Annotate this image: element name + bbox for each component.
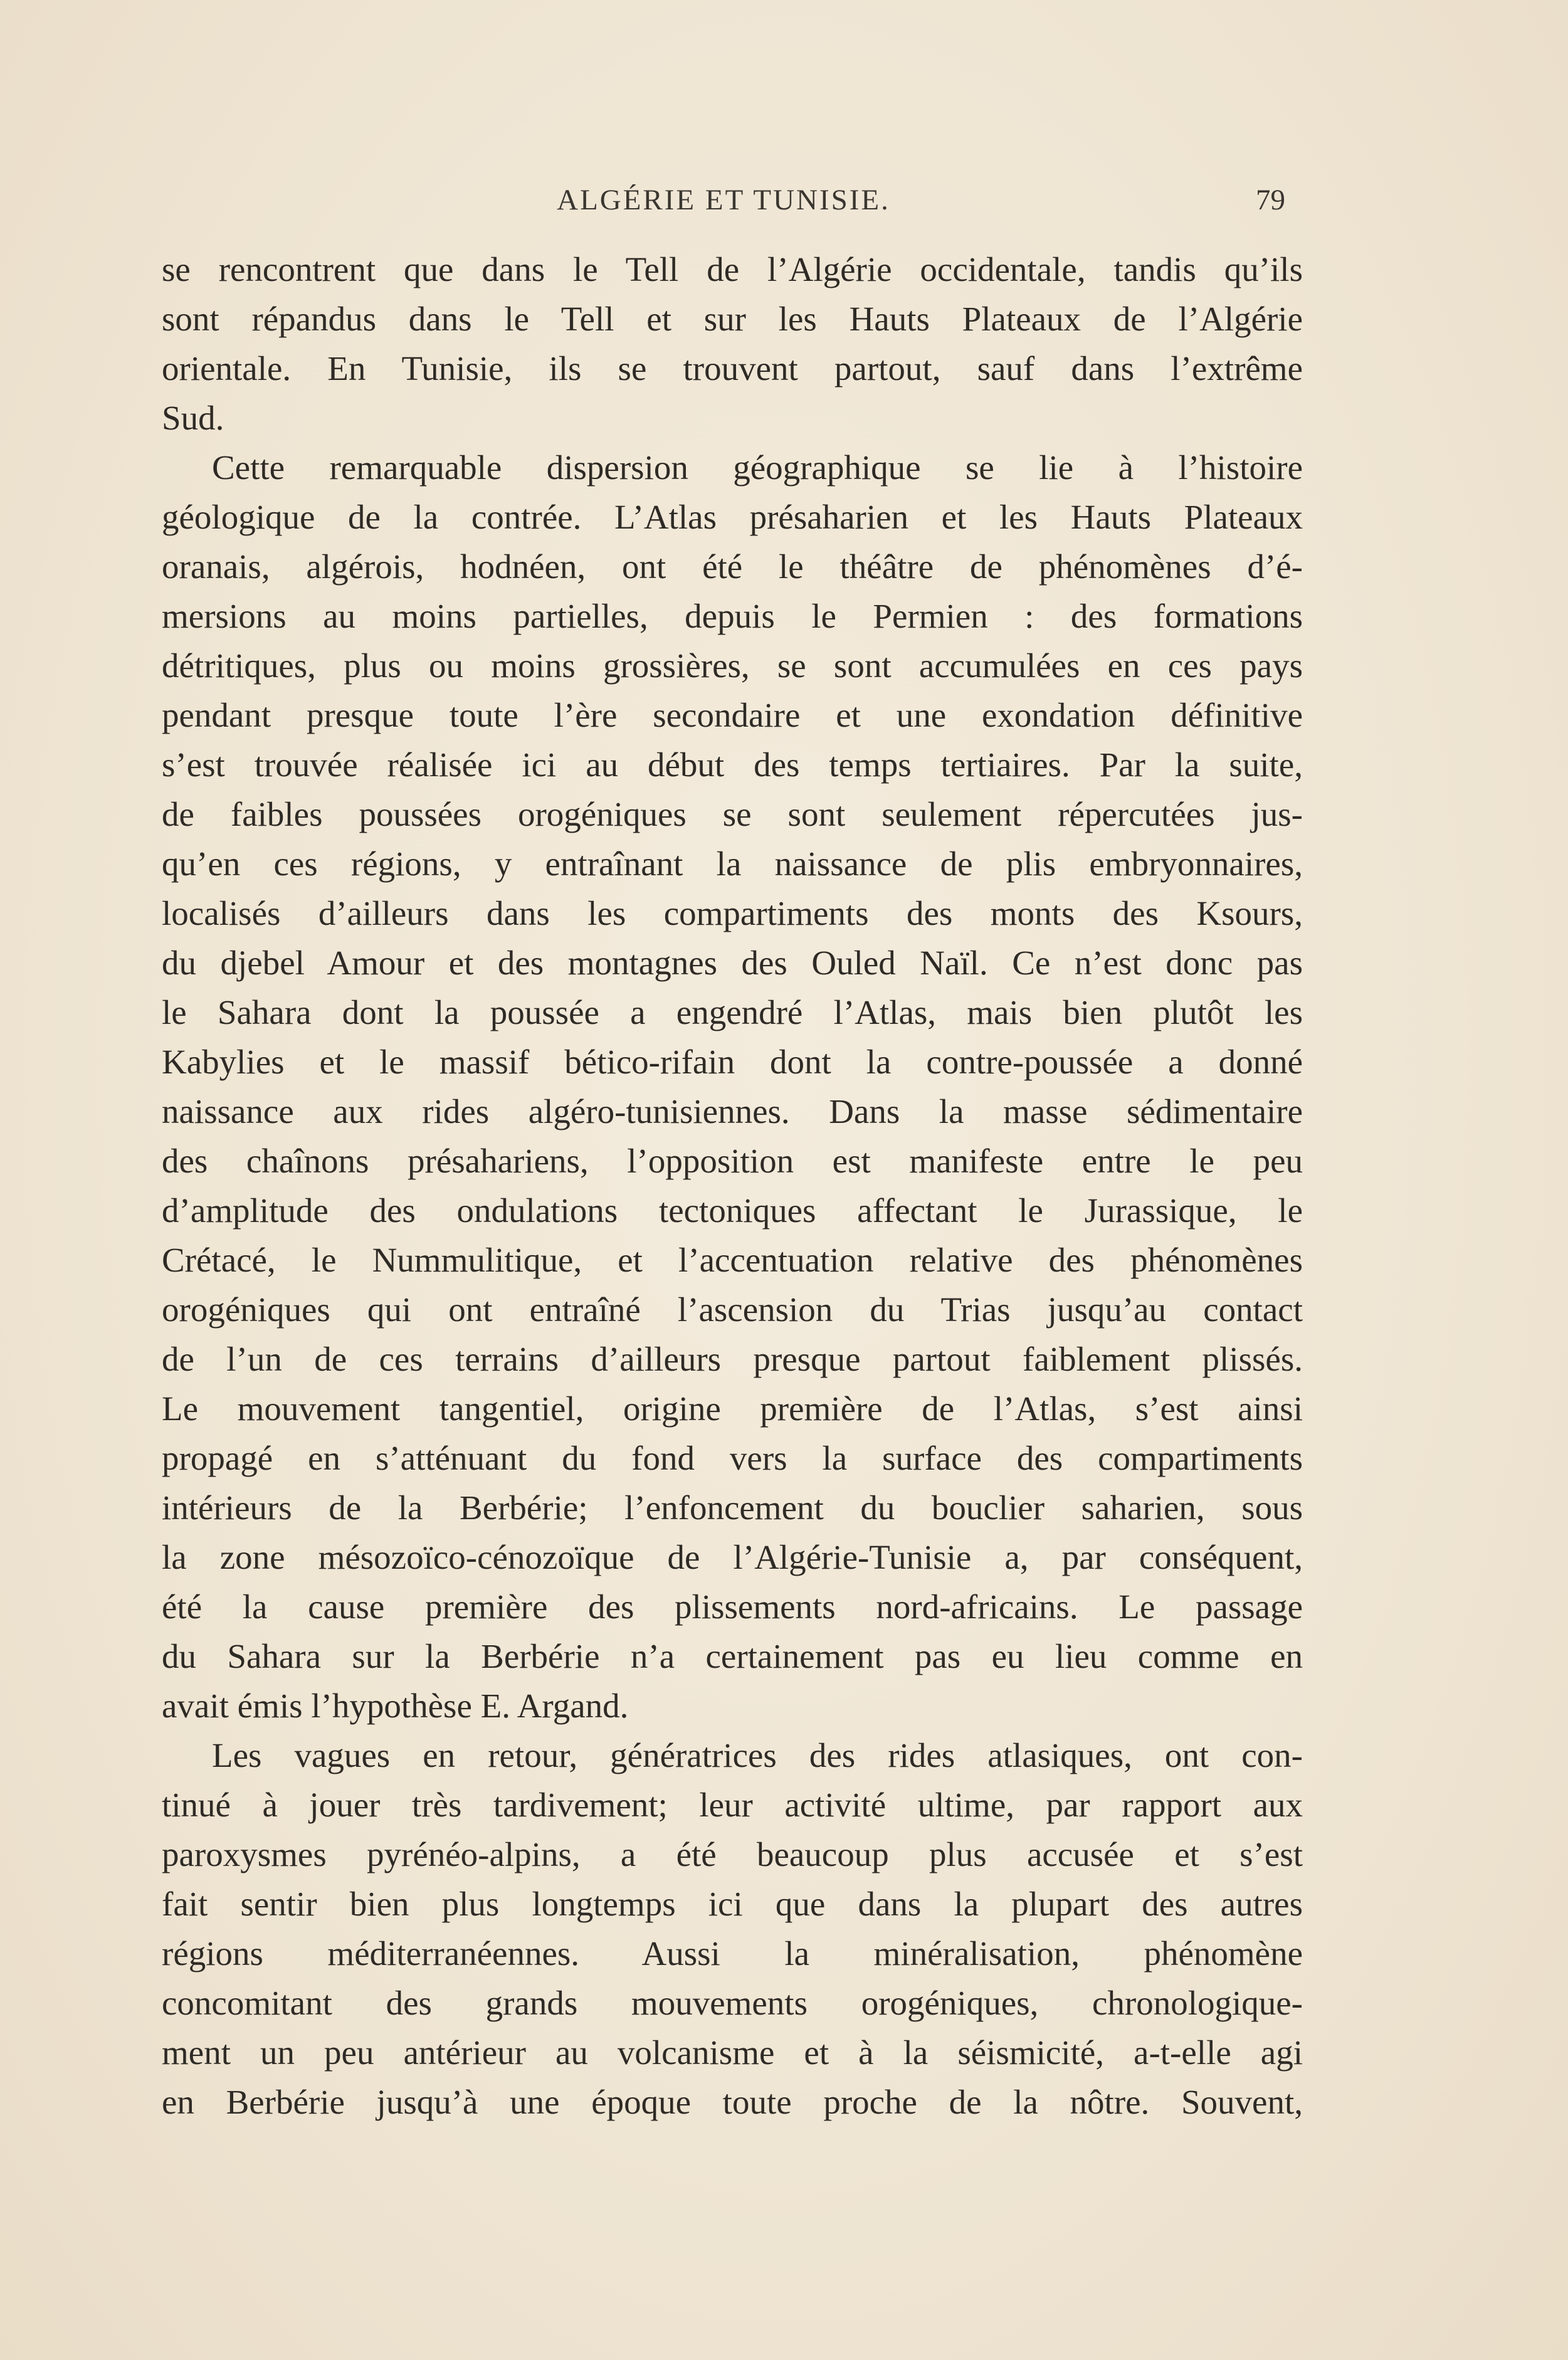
text-line: fait sentir bien plus longtemps ici que dans la plupart des autres	[162, 1885, 1303, 1923]
text-line: mersions au moins partielles, depuis le Permien : des formations	[162, 597, 1303, 635]
text-line: Crétacé, le Nummulitique, et l’accentuation relative des phénomènes	[162, 1241, 1303, 1279]
text-line: d’amplitude des ondulations tectoniques affectant le Jurassique, le	[162, 1191, 1303, 1230]
text-line: ment un peu antérieur au volcanisme et à la séismicité, a-t-elle agi	[162, 2033, 1303, 2072]
text-line: géologique de la contrée. L’Atlas présaharien et les Hauts Plateaux	[162, 498, 1303, 536]
text-line: en Berbérie jusqu’à une époque toute proche de la nôtre. Souvent,	[162, 2083, 1303, 2121]
text-line: Le mouvement tangentiel, origine première de l’Atlas, s’est ainsi	[162, 1389, 1303, 1428]
page-number: 79	[1256, 184, 1285, 216]
text-line: Les vagues en retour, génératrices des rides atlasiques, ont con-	[212, 1736, 1303, 1774]
text-line: de l’un de ces terrains d’ailleurs presque partout faiblement plissés.	[162, 1340, 1303, 1378]
text-line: le Sahara dont la poussée a engendré l’Atlas, mais bien plutôt les	[162, 993, 1303, 1031]
running-title: ALGÉRIE ET TUNISIE.	[557, 184, 890, 216]
text-line: pendant presque toute l’ère secondaire et une exondation définitive	[162, 696, 1303, 734]
text-line: des chaînons présahariens, l’opposition est manifeste entre le peu	[162, 1142, 1303, 1180]
text-line: la zone mésozoïco-cénozoïque de l’Algérie-Tunisie a, par conséquent,	[162, 1538, 1303, 1576]
text-line: s’est trouvée réalisée ici au début des temps tertiaires. Par la suite,	[162, 745, 1303, 784]
text-line: de faibles poussées orogéniques se sont seulement répercutées jus-	[162, 795, 1303, 833]
text-line: détritiques, plus ou moins grossières, se sont accumulées en ces pays	[162, 646, 1303, 685]
text-line: sont répandus dans le Tell et sur les Hauts Plateaux de l’Algérie	[162, 300, 1303, 338]
text-line: oranais, algérois, hodnéen, ont été le théâtre de phénomènes d’é-	[162, 547, 1303, 586]
running-header	[162, 183, 1285, 227]
text-line: orientale. En Tunisie, ils se trouvent partout, sauf dans l’extrême	[162, 349, 1303, 387]
text-line: se rencontrent que dans le Tell de l’Algérie occidentale, tandis qu’ils	[162, 250, 1303, 288]
text-line: naissance aux rides algéro-tunisiennes. Dans la masse sédimentaire	[162, 1092, 1303, 1130]
text-line: Cette remarquable dispersion géographique se lie à l’histoire	[212, 448, 1303, 487]
text-line: propagé en s’atténuant du fond vers la surface des compartiments	[162, 1439, 1303, 1477]
text-line: avait émis l’hypothèse E. Argand.	[162, 1687, 629, 1725]
text-line: concomitant des grands mouvements orogéniques, chronologique-	[162, 1984, 1303, 2022]
text-line: été la cause première des plissements nord-africains. Le passage	[162, 1588, 1303, 1626]
text-line: orogéniques qui ont entraîné l’ascension du Trias jusqu’au contact	[162, 1290, 1303, 1329]
text-line: tinué à jouer très tardivement; leur activité ultime, par rapport aux	[162, 1786, 1303, 1824]
text-line: qu’en ces régions, y entraînant la naissance de plis embryonnaires,	[162, 845, 1303, 883]
text-line: régions méditerranéennes. Aussi la minéralisation, phénomène	[162, 1934, 1303, 1973]
text-line: intérieurs de la Berbérie; l’enfoncement du bouclier saharien, sous	[162, 1488, 1303, 1527]
body-text	[162, 245, 1303, 2127]
text-line: du djebel Amour et des montagnes des Ouled Naïl. Ce n’est donc pas	[162, 944, 1303, 982]
text-line: Sud.	[162, 399, 224, 437]
text-line: du Sahara sur la Berbérie n’a certainement pas eu lieu comme en	[162, 1637, 1303, 1675]
text-line: paroxysmes pyrénéo-alpins, a été beaucoup plus accusée et s’est	[162, 1835, 1303, 1873]
text-line: Kabylies et le massif bético-rifain dont la contre-poussée a donné	[162, 1043, 1303, 1081]
text-line: localisés d’ailleurs dans les compartiments des monts des Ksours,	[162, 894, 1303, 932]
